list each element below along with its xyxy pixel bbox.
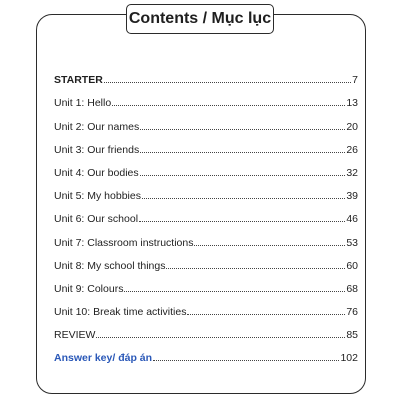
- toc-entry-starter[interactable]: [54, 63, 358, 86]
- toc-entry-unit-6[interactable]: [54, 202, 358, 225]
- toc-entry-label: STARTER: [54, 74, 103, 87]
- toc-entry-page: 32: [346, 166, 358, 179]
- toc-entry-page: 39: [346, 190, 358, 203]
- toc-dot-leader: [153, 360, 339, 361]
- toc-entry-label: Unit 8: My school things: [54, 259, 166, 272]
- toc-entry-page: 60: [346, 259, 358, 272]
- toc-entry-label: Answer key/ đáp án: [54, 352, 153, 365]
- toc-entry-label: Unit 4: Our bodies: [54, 166, 139, 179]
- toc-dot-leader: [124, 291, 345, 292]
- toc-entry-review[interactable]: [54, 318, 358, 341]
- toc-entry-page: 7: [352, 74, 358, 87]
- toc-entry-page: 46: [346, 213, 358, 226]
- toc-entry-label: Unit 3: Our friends: [54, 143, 140, 156]
- toc-entry-page: 102: [340, 352, 358, 365]
- toc-entry-page: 26: [346, 143, 358, 156]
- toc-entry-label: Unit 5: My hobbies: [54, 190, 141, 203]
- table-of-contents: [54, 63, 358, 364]
- toc-entry-page: 85: [346, 329, 358, 342]
- toc-dot-leader: [140, 175, 346, 176]
- toc-entry-label: Unit 2: Our names: [54, 120, 140, 133]
- toc-dot-leader: [140, 152, 345, 153]
- toc-dot-leader: [194, 245, 345, 246]
- toc-entry-unit-7[interactable]: [54, 225, 358, 248]
- toc-dot-leader: [140, 129, 345, 130]
- toc-entry-unit-3[interactable]: [54, 133, 358, 156]
- toc-entry-label: Unit 1: Hello: [54, 97, 112, 110]
- toc-entry-unit-4[interactable]: [54, 156, 358, 179]
- toc-dot-leader: [112, 105, 345, 106]
- toc-entry-unit-9[interactable]: [54, 272, 358, 295]
- toc-dot-leader: [166, 268, 345, 269]
- toc-entry-page: 20: [346, 120, 358, 133]
- toc-entry-page: 13: [346, 97, 358, 110]
- toc-entry-label: REVIEW: [54, 329, 96, 342]
- toc-dot-leader: [139, 221, 345, 222]
- toc-entry-unit-1[interactable]: [54, 86, 358, 109]
- toc-entry-label: Unit 7: Classroom instructions: [54, 236, 194, 249]
- toc-dot-leader: [104, 82, 351, 83]
- toc-dot-leader: [96, 337, 345, 338]
- toc-entry-page: 68: [346, 282, 358, 295]
- toc-entry-unit-5[interactable]: [54, 179, 358, 202]
- toc-entry-answer-key[interactable]: [54, 341, 358, 364]
- toc-entry-page: 53: [346, 236, 358, 249]
- toc-entry-unit-10[interactable]: [54, 295, 358, 318]
- toc-entry-label: Unit 6: Our school: [54, 213, 139, 226]
- toc-entry-unit-2[interactable]: [54, 109, 358, 132]
- toc-dot-leader: [142, 198, 345, 199]
- toc-dot-leader: [187, 314, 345, 315]
- toc-entry-unit-8[interactable]: [54, 249, 358, 272]
- toc-entry-label: Unit 10: Break time activities: [54, 306, 187, 319]
- toc-entry-page: 76: [346, 306, 358, 319]
- contents-title-text: Contents / Mục lục: [128, 10, 272, 27]
- toc-entry-label: Unit 9: Colours: [54, 282, 124, 295]
- contents-title: [126, 4, 274, 34]
